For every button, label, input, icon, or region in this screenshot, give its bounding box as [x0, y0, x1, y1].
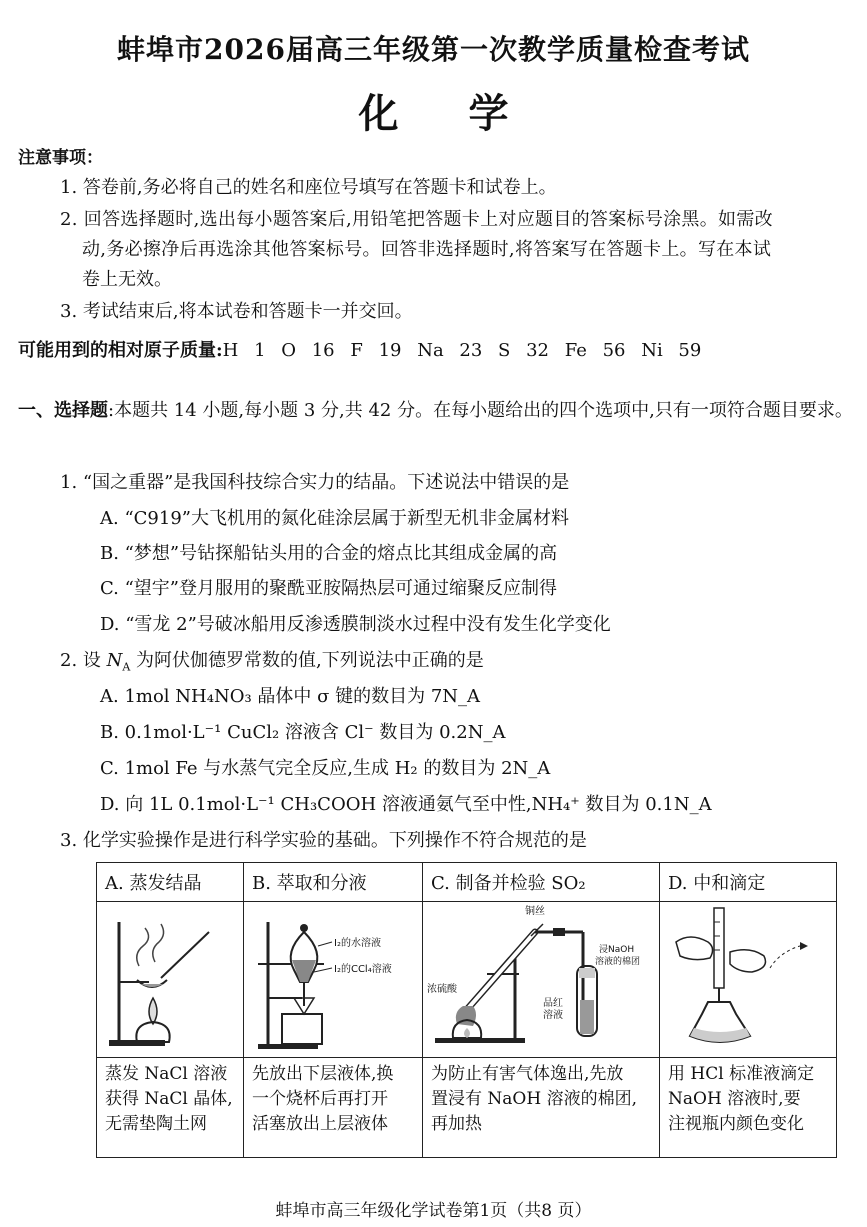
q3-lab-table: [96, 862, 837, 1158]
q3-header-c: C. 制备并检验 SO₂: [423, 863, 660, 902]
q1-option-a: A. “C919”大飞机用的氮化硅涂层属于新型无机非金属材料: [100, 508, 569, 529]
notice-item-2-cont: 动,务必擦净后再选涂其他答案标号。回答非选择题时,将答案写在答题卡上。写在本试: [82, 239, 772, 260]
q1-option-c: C. “望宇”登月服用的聚酰亚胺隔热层可通过缩聚反应制得: [100, 578, 557, 599]
q1-option-b: B. “梦想”号钻探船钻头用的合金的熔点比其组成金属的高: [100, 543, 558, 564]
svg-text:溶液的棉团: 溶液的棉团: [595, 957, 641, 967]
q3-header-b: B. 萃取和分液: [244, 863, 423, 902]
titration-icon: [660, 902, 836, 1052]
notice-heading: 注意事项：: [18, 148, 103, 168]
q3-caption-d: 用 HCl 标准液滴定 NaOH 溶液时,要 注视瓶内颜色变化: [660, 1058, 837, 1158]
q3-figure-c: [423, 902, 660, 1058]
q1-stem: 1. “国之重器”是我国科技综合实力的结晶。下述说法中错误的是: [60, 472, 570, 493]
q3-caption-b: 先放出下层液体,换 一个烧杯后再打开 活塞放出上层液体: [244, 1058, 423, 1158]
evaporation-apparatus-icon: [97, 902, 243, 1052]
section-text: :本题共 14 小题,每小题 3 分,共 42 分。在每小题给出的四个选项中,只有一项符合题目要求。: [108, 400, 853, 421]
subject-title: 化学: [358, 90, 579, 137]
atomic-masses: [18, 336, 701, 362]
q3-caption-a: 蒸发 NaCl 溶液 获得 NaCl 晶体, 无需垫陶土网: [97, 1058, 244, 1158]
notice-item-2-end: 卷上无效。: [82, 269, 172, 290]
q3-stem: 3. 化学实验操作是进行科学实验的基础。下列操作不符合规范的是: [60, 830, 587, 851]
q3-figure-b: [244, 902, 423, 1058]
notice-item-3: 3. 考试结束后,将本试卷和答题卡一并交回。: [60, 301, 413, 322]
label-naoh-cotton: 浸NaOH: [599, 945, 635, 955]
section-heading: 一、选择题: [18, 400, 108, 421]
q3-header-a: A. 蒸发结晶: [97, 863, 244, 902]
atomic-values: H 1 O 16 F 19 Na 23 S 32 Fe 56 Ni 59: [222, 340, 702, 361]
label-fuchsin: 品红: [543, 998, 563, 1009]
notice-item-2: 2. 回答选择题时,选出每小题答案后,用铅笔把答题卡上对应题目的答案标号涂黑。如需改: [60, 209, 773, 230]
separatory-funnel-icon: [244, 902, 422, 1052]
so2-apparatus-icon: [423, 902, 659, 1052]
q1-option-d: D. “雪龙 2”号破冰船用反渗透膜制淡水过程中没有发生化学变化: [100, 614, 611, 635]
svg-text:溶液: 溶液: [543, 1010, 563, 1021]
page-footer: 蚌埠市高三年级化学试卷第1页（共8 页）: [275, 1201, 592, 1221]
q3-caption-c: 为防止有害气体逸出,先放 置浸有 NaOH 溶液的棉团, 再加热: [423, 1058, 660, 1158]
q3-figure-a: [97, 902, 244, 1058]
exam-title: 蚌埠市2026届高三年级第一次教学质量检查考试: [117, 33, 750, 66]
q2-option-c: C. 1mol Fe 与水蒸气完全反应,生成 H₂ 的数目为 2N_A: [100, 758, 551, 779]
label-i2-ccl4: I₂的CCl₄溶液: [334, 964, 392, 975]
notice-item-1: 1. 答卷前,务必将自己的姓名和座位号填写在答题卡和试卷上。: [60, 177, 557, 198]
q3-header-d: D. 中和滴定: [660, 863, 837, 902]
q2-option-d: D. 向 1L 0.1mol·L⁻¹ CH₃COOH 溶液通氨气至中性,NH₄⁺ 数目为 0.1N_A: [100, 794, 712, 815]
section-1-intro: [18, 398, 853, 424]
q2-option-b: B. 0.1mol·L⁻¹ CuCl₂ 溶液含 Cl⁻ 数目为 0.2N_A: [100, 722, 506, 743]
q3-figure-d: [660, 902, 837, 1058]
atomic-label: 可能用到的相对原子质量:: [18, 340, 223, 361]
label-copper-wire: 铜丝: [525, 906, 545, 917]
label-i2-water: I₂的水溶液: [334, 938, 381, 949]
label-conc-h2so4: 浓硫酸: [427, 984, 457, 995]
q2-stem: 2. 设 $N_A$ 为阿伏伽德罗常数的值,下列说法中正确的是: [60, 650, 484, 674]
q2-option-a: A. 1mol NH₄NO₃ 晶体中 σ 键的数目为 7N_A: [100, 686, 481, 707]
